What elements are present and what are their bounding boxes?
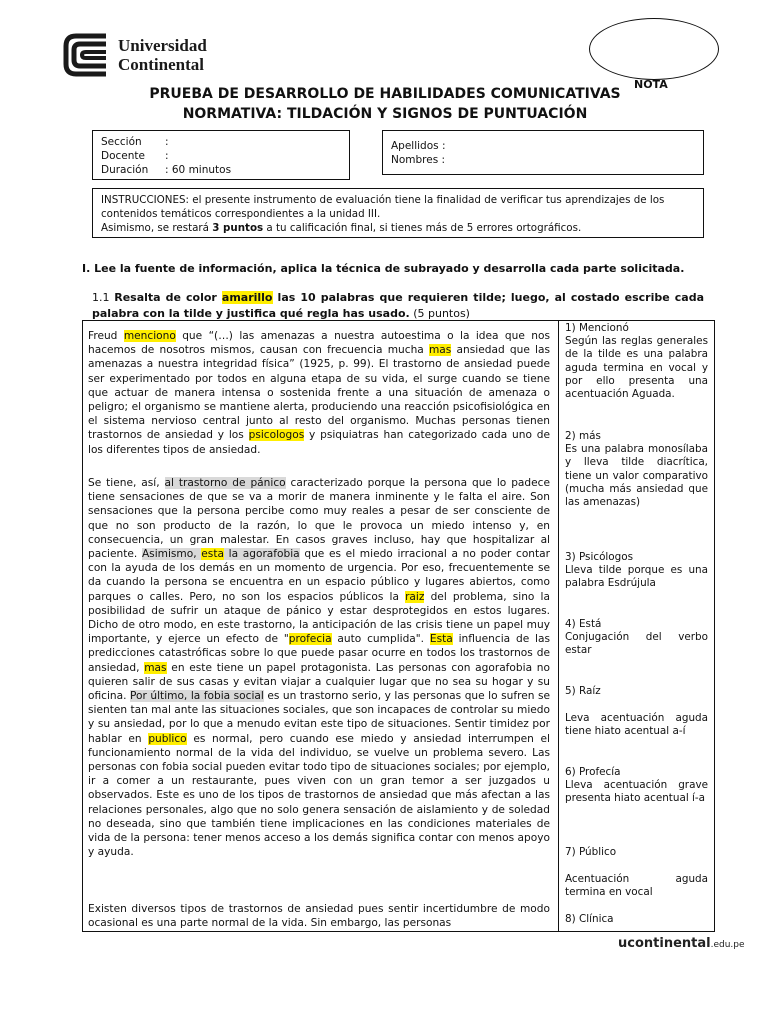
text-run: caracterizado porque la persona que lo padece tiene sensaciones de que se va a morir de manera inminente y le falta el aire. Son sensaciones que la persona percibe como muy reales a pesar de ser consciente de que no son producto de la razón, lo que le provoca un miedo intenso y, en consecuencia, un gran malestar. En casos graves incluso, hay que hospitalizar al paciente. [88,477,550,561]
highlighted-word: psicologos [248,429,305,442]
note-body: Es una palabra monosílaba y lleva tilde diacrítica, tiene un valor comparativo (mucha más ansiedad que las amenazas) [565,443,708,509]
highlighted-word: menciono [123,330,176,342]
highlighted-word: mas [428,344,452,357]
note-body: Acentuación aguda termina en vocal [565,873,708,899]
note-head: 7) Público [565,846,617,858]
note-head: 8) Clínica [565,913,614,925]
reading-paragraph-1 [88,329,550,457]
note-head: 5) Raíz [565,685,601,697]
text-run: Se tiene, así, [88,477,165,489]
note-body: Lleva tilde porque es una palabra Esdrújula [565,564,708,590]
grade-oval [589,18,719,80]
note-head: 3) Psicólogos [565,551,634,563]
text-run: Existen diversos tipos de trastornos de ansiedad pues sentir incertidumbre de modo ocasional es una parte normal de la vida. Sin embargo, las personas [88,903,550,930]
note-body: Lleva acentuación grave presenta hiato acentual í-a [565,779,708,805]
text-run: que es el miedo irracional a no poder contar con la ayuda de los demás en un momento de urgencia. Por eso, frecuentemente se da cuando la persona se encuentra en un espacio público y lugares abiertos, como parques o calles. Pero, no son los espacios públicos la [88,548,551,603]
grade-label: NOTA [634,78,668,91]
answer-note-4 [565,618,708,658]
seccion-colon: : [165,136,169,148]
task-text-c: las 10 palabras que requieren tilde; luego, al costado escribe cada palabra con la tilde y justifica qué regla has usado. [92,291,704,320]
note-body: Leva acentuación aguda tiene hiato acentual a-í [565,712,708,738]
section-heading: I. Lee la fuente de información, aplica la técnica de subrayado y desarrolla cada parte solicitada. [82,262,685,275]
task-color: amarillo [221,291,273,304]
note-head: 4) Está [565,618,602,630]
course-info-box [92,130,350,180]
title-line1: PRUEBA DE DESARROLLO DE HABILIDADES COMUNICATIVAS [149,86,621,102]
penalty-text-c: a tu calificación final, si tienes más de 5 errores ortográficos. [263,222,582,234]
docente-label: Docente [101,150,145,162]
title-line2: NORMATIVA: TILDACIÓN Y SIGNOS DE PUNTUACIÓN [182,106,588,122]
highlighted-word: profecia [288,633,332,646]
highlighted-word: Esta [429,633,453,646]
instructions-text: INSTRUCCIONES: el presente instrumento de evaluación tiene la finalidad de verificar tus aprendizajes de los contenidos temáticos correspondientes a la unidad III. [101,194,665,220]
penalty-text-a: Asimismo, se restará [101,222,213,234]
footer-brand [618,936,745,951]
task-points: (5 puntos) [409,307,470,320]
footer-brand-name: ucontinental [618,936,711,951]
penalty-points: 3 puntos [212,222,264,234]
answer-note-5 [565,685,708,739]
answer-note-2 [565,430,708,509]
logo-line2: Continental [118,55,204,74]
duracion-value: : 60 minutos [165,164,232,176]
text-run: y psiquiatras han categorizado cada uno de los diferentes tipos de ansiedad. [88,429,550,456]
text-run: es un trastorno serio, y las personas que lo sufren se sienten tan mal ante las situaciones sociales, que son incapaces de controlar su miedo y su ansiedad, por lo que a menudo evitan este tipo de situaciones. Sentir timidez por hablar en [88,690,550,745]
text-run: auto cumplida". [331,633,430,646]
text-run: del problema, sino la posibilidad de sufrir un ataque de pánico y estar desprotegidos en estos lugares. Dicho de otro modo, en este trastorno, la anticipación de las crisis tiene un papel muy importante, y ejerce un efecto de " [88,590,550,646]
reading-paragraph-3 [88,902,550,930]
shaded-phrase: al trastorno de pánico [164,477,286,489]
answer-note-3 [565,551,708,591]
instructions-penalty [101,221,695,235]
highlighted-word: publico [148,732,187,745]
docente-colon: : [165,150,169,162]
note-head: 2) más [565,430,601,442]
note-head: 1) Mencionó [565,322,629,334]
answer-note-8 [565,913,708,926]
highlighted-word: mas [144,661,167,674]
duracion-label: Duración [101,164,149,176]
task-text-a: Resalta de color [114,291,222,304]
text-run: en este tiene un papel protagonista. Las personas con agorafobia no quieren salir de sus casas y evitan viajar a cualquier lugar que no sea su hogar y su oficina. [88,661,550,703]
answer-note-7 [565,846,708,900]
shaded-phrase: la agorafobia [223,548,300,561]
logo-text [118,36,207,74]
reading-paragraph-2 [88,476,550,859]
highlighted-word: esta [201,548,224,561]
note-head: 6) Profecía [565,766,621,778]
footer-domain: .edu.pe [710,940,745,950]
text-run: ansiedad que las amenazas a nuestra integridad física” (1925, p. 99). El trastorno de ansiedad puede ser experimentado por todos en alguna etapa de su vida, el surge cuando se tiene que actuar de manera intensa o sostenida frente a una situación de amenaza o peligro; el organismo se mantiene alerta, produciendo una reacción psicofisiológica en el sistema nervioso central junto al resto del organismo. Muchas personas tienen trastornos de ansiedad y los [88,344,550,442]
logo-line1: Universidad [118,36,207,55]
text-run: Freud [88,330,124,342]
shaded-phrase: Por último, la fobia social [130,690,264,703]
seccion-label: Sección [101,136,142,148]
text-run: que “(…) las amenazas a nuestra autoestima o la idea que nos hacemos de nosotros mismos, causan con frecuencia mucha [88,330,550,357]
text-run: influencia de las predicciones catastróficas sobre lo que puede pasar ocurre en todos los trastornos de ansiedad, [88,633,550,674]
note-body: Según las reglas generales de la tilde es una palabra aguda termina en vocal y por ello presenta una acentuación Aguada. [565,335,708,401]
answer-note-6 [565,766,708,806]
text-run: es normal, pero cuando ese miedo y ansiedad interrumpen el funcionamiento normal de la vida del individuo, se vuelve un problema severo. Las personas con fobia social pueden evitar todo tipo de situaciones sociales; por ejemplo, ir a comer a un restaurante, pues viven con un gran temor a ser juzgados u observados. Este es uno de los tipos de trastornos de ansiedad que más afectan a las relaciones personales, algo que no solo genera sensación de aislamiento y de soledad no deseada, sino que también tiene implicaciones en las condiciones materiales de vida de la persona: tener menos acceso a los demás significa contar con menos apoyo y ayuda. [88,732,550,859]
note-body: Conjugación del verbo estar [565,631,708,657]
answer-note-1 [565,322,708,401]
highlighted-word: raiz [405,590,425,603]
instructions-box [92,188,704,238]
task-instruction [92,290,704,322]
page-title [110,84,660,124]
logo-mark-icon [62,32,116,78]
nombres-label: Nombres : [391,154,446,166]
shaded-phrase: Asimismo, [141,548,202,561]
task-number: 1.1 [92,291,115,304]
student-info-box [382,130,704,175]
apellidos-label: Apellidos : [391,140,446,152]
